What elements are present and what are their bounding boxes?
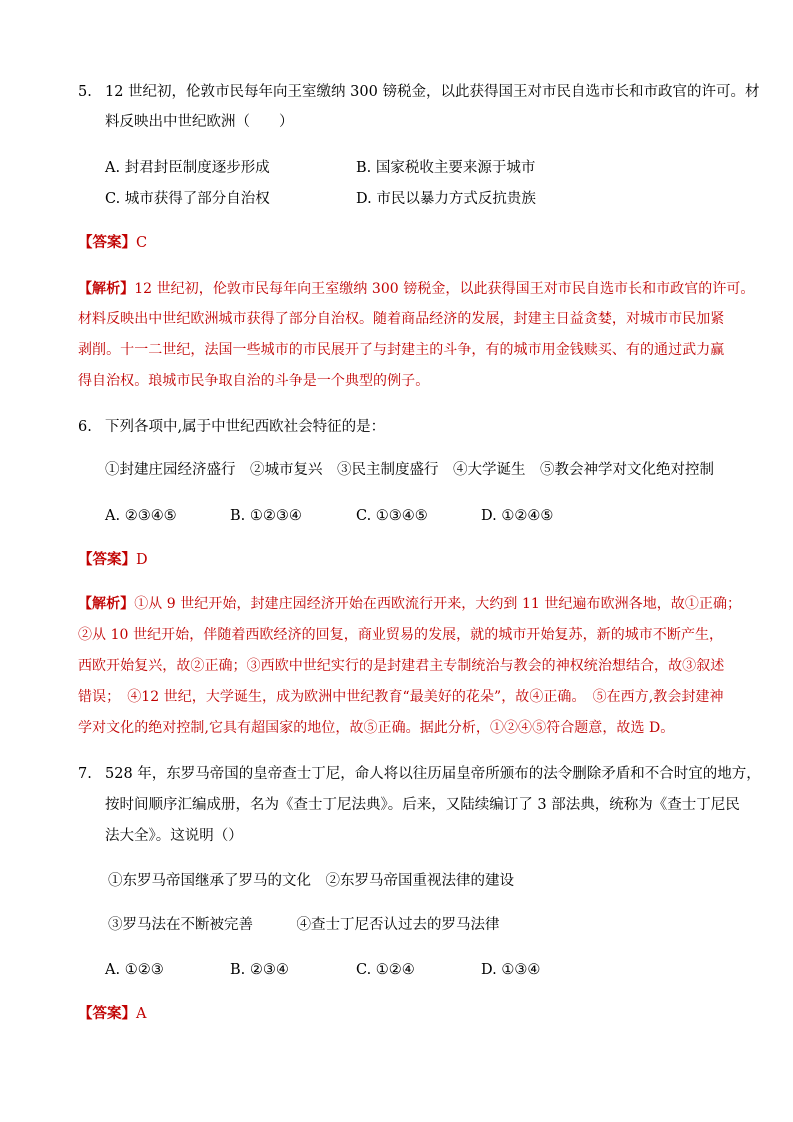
q7-stem-text1: 528 年，东罗马帝国的皇帝查士丁尼，命人将以往历届皇帝所颁布的法令删除矛盾和不合时宜的地方， <box>105 766 761 782</box>
q7-answer-tag: 【答案】 <box>78 1005 136 1022</box>
q6-number: 6. <box>78 419 92 435</box>
q5-option-b[interactable]: B. 国家税收主要来源于城市 <box>356 160 536 176</box>
q6-option-d[interactable]: D. ①②④⑤ <box>481 508 554 524</box>
q5-analysis-line2: 材料反映出中世纪欧洲城市获得了部分自治权。随着商品经济的发展，封建主日益贪婪，对城市市民加紧 <box>78 311 725 327</box>
q6-answer-tag: 【答案】 <box>78 551 136 568</box>
q5-option-c[interactable]: C. 城市获得了部分自治权 <box>105 191 270 207</box>
q7-answer-value: A <box>136 1006 147 1022</box>
q6-analysis-line5: 学对文化的绝对控制,它具有超国家的地位，故⑤正确。据此分析，①②④⑤符合题意，故选 D。 <box>78 720 675 736</box>
q6-option-a[interactable]: A. ②③④⑤ <box>105 508 177 524</box>
q6-stem-text: 下列各项中,属于中世纪西欧社会特征的是： <box>105 419 386 435</box>
q5-answer-value: C <box>136 235 148 251</box>
q5-answer <box>78 233 147 253</box>
q5-analysis-tag: 【解析】 <box>78 281 135 297</box>
q5-number: 5. <box>78 84 92 100</box>
q6-items: ①封建庄园经济盛行 ②城市复兴 ③民主制度盛行 ④大学诞生 ⑤教会神学对文化绝对控制 <box>105 462 714 478</box>
q5-analysis-text1: 12 世纪初，伦敦市民每年向王室缴纳 300 镑税金，以此获得国王对市民自选市长和市政官的许可。 <box>134 281 755 297</box>
q7-option-a[interactable]: A. ①②③ <box>105 962 164 978</box>
q5-answer-tag: 【答案】 <box>78 234 136 251</box>
q6-analysis-line2: ②从 10 世纪开始，伴随着西欧经济的回复，商业贸易的发展，就的城市开始复苏，新的城市不断产生， <box>78 627 724 643</box>
q6-option-c[interactable]: C. ①③④⑤ <box>356 508 428 524</box>
q7-option-d[interactable]: D. ①③④ <box>481 962 541 978</box>
q5-option-d[interactable]: D. 市民以暴力方式反抗贵族 <box>356 191 536 207</box>
q6-stem-line <box>78 417 385 437</box>
q5-analysis-line4: 得自治权。琅城市民争取自治的斗争是一个典型的例子。 <box>78 373 430 389</box>
q7-number: 7. <box>78 766 92 782</box>
q6-answer-value: D <box>136 552 148 568</box>
q6-option-b[interactable]: B. ①②③④ <box>230 508 302 524</box>
q7-items-line1: ①东罗马帝国继承了罗马的文化 ②东罗马帝国重视法律的建设 <box>108 873 514 889</box>
q6-answer <box>78 550 148 570</box>
q6-analysis-line3: 西欧开始复兴，故②正确；③西欧中世纪实行的是封建君主专制统治与教会的神权统治想结合，故③叙述 <box>78 658 725 674</box>
q6-analysis-text1: ①从 9 世纪开始，封建庄园经济开始在西欧流行开来，大约到 11 世纪遍布欧洲各地，故①正确； <box>134 596 742 612</box>
q7-stem-line1 <box>78 764 761 784</box>
q6-analysis-line4: 错误； ④12 世纪，大学诞生，成为欧洲中世纪教育“最美好的花朵”，故④正确。 ⑤在西方,教会封建神 <box>78 689 724 705</box>
q7-stem-line3: 法大全》。这说明（） <box>105 828 243 844</box>
q5-stem-line1 <box>78 82 759 102</box>
q6-analysis-tag: 【解析】 <box>78 596 135 612</box>
q5-stem-text1: 12 世纪初，伦敦市民每年向王室缴纳 300 镑税金，以此获得国王对市民自选市长和市政官的许可。材 <box>105 84 760 100</box>
q5-stem-line2: 料反映出中世纪欧洲（ ） <box>105 114 294 130</box>
q5-analysis-line3: 剥削。十一二世纪，法国一些城市的市民展开了与封建主的斗争，有的城市用金钱赎买、有的通过武力赢 <box>78 342 725 358</box>
q7-option-b[interactable]: B. ②③④ <box>230 962 289 978</box>
q5-analysis-line1 <box>78 279 755 299</box>
q6-analysis-line1 <box>78 594 741 614</box>
q7-answer <box>78 1004 146 1024</box>
q7-option-c[interactable]: C. ①②④ <box>356 962 415 978</box>
q5-option-a[interactable]: A. 封君封臣制度逐步形成 <box>105 160 270 176</box>
q7-items-line2: ③罗马法在不断被完善 ④查士丁尼否认过去的罗马法律 <box>108 917 500 933</box>
q7-stem-line2: 按时间顺序汇编成册，名为《查士丁尼法典》。后来，又陆续编订了 3 部法典，统称为《查士丁尼民 <box>105 797 740 813</box>
